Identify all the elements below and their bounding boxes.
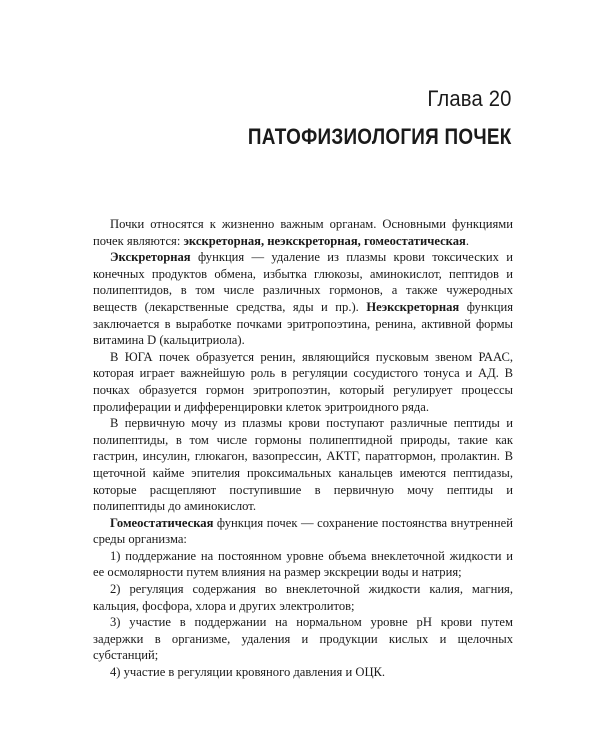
kidney-functions-list: экскреторная, неэкскреторная, гомеостатическая xyxy=(183,233,466,248)
paragraph-excretory: Экскреторная функция — удаление из плазмы крови токсических и конечных продуктов обмена, избытка глюкозы, аминокислот, пептидов и полипептидов, в том числе различных гормонов, а также чужеродных веществ (лекарственные средства, яды и пр.). Неэкскреторная функция заключается в выработке почками эритропоэтина, ренина, активной формы витамина D (кальцитриола). xyxy=(93,250,513,348)
list-item: 4) участие в регуляции кровяного давления и ОЦК. xyxy=(110,665,386,680)
chapter-title: ПАТОФИЗИОЛОГИЯ ПОЧЕК xyxy=(248,124,512,149)
term-homeostatic: Гомеостатическая xyxy=(110,515,214,530)
paragraph-peptides: В первичную мочу из плазмы крови поступают различные пептиды и полипептиды, в том числе гормоны полипептидной природы, такие как гастрин, инсулин, глюкагон, вазопрессин, АКТГ, паратгормон, пролактин. В щеточной кайме эпителия проксимальных канальцев имеются пептидазы, которые расщепляют поступившие в первичную мочу пептиды и полипептиды до аминокислот. xyxy=(93,416,513,514)
paragraph-homeostatic: Гомеостатическая функция почек — сохранение постоянства внутренней среды организма: xyxy=(93,515,513,547)
text-body xyxy=(93,216,513,681)
chapter-header xyxy=(205,86,512,150)
list-item: 2) регуляция содержания во внеклеточной жидкости калия, магния, кальция, фосфора, хлора и других электролитов; xyxy=(93,582,513,613)
list-item: 1) поддержание на постоянном уровне объема внеклеточной жидкости и ее осмолярности путем влияния на размер экскреции воды и натрия; xyxy=(93,548,513,580)
paragraph-intro: Почки относятся к жизненно важным органам. Основными функциями почек являются: экскреторная, неэкскреторная, гомеостатическая. xyxy=(93,217,513,248)
paragraph-renin: В ЮГА почек образуется ренин, являющийся пусковым звеном РААС, которая играет важнейшую роль в регуляции сосудистого тонуса и АД. В почках образуется гормон эритропоэтин, который регулирует процессы пролиферации и дифференцировки клеток эритроидного ряда. xyxy=(93,349,513,414)
list-item: 3) участие в поддержании на нормальном уровне pH крови путем задержки в организме, удаления и продукции кислых и щелочных субстанций; xyxy=(93,615,513,663)
chapter-number: Глава 20 xyxy=(427,86,512,111)
term-excretory: Экскреторная xyxy=(110,250,191,265)
term-nonexcretory: Неэкскреторная xyxy=(366,299,460,314)
